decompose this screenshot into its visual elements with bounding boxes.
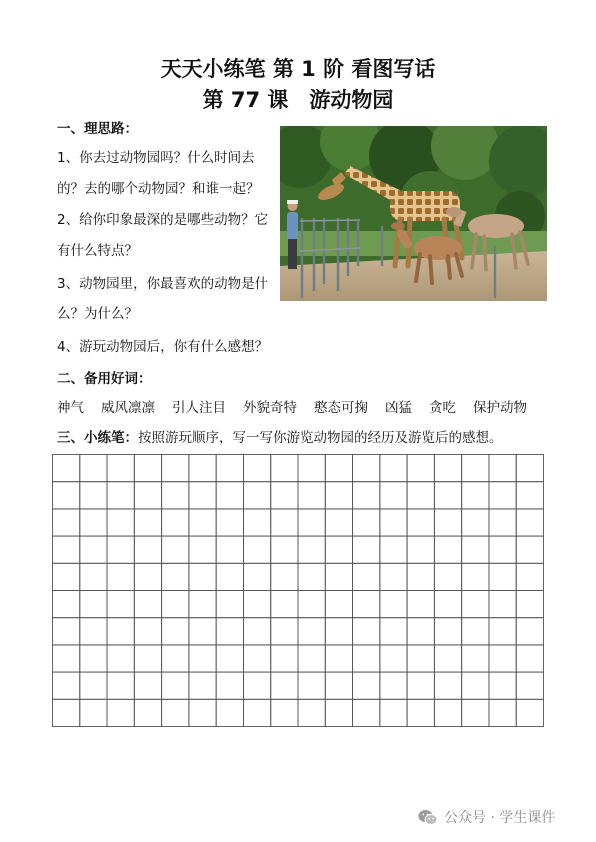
grid-cell[interactable] — [489, 672, 516, 699]
grid-cell[interactable] — [380, 645, 407, 672]
grid-cell[interactable] — [489, 591, 516, 618]
grid-cell[interactable] — [434, 699, 461, 726]
grid-cell[interactable] — [380, 509, 407, 536]
grid-cell[interactable] — [107, 482, 134, 509]
grid-cell[interactable] — [162, 618, 189, 645]
grid-cell[interactable] — [407, 591, 434, 618]
grid-cell[interactable] — [298, 536, 325, 563]
grid-cell[interactable] — [216, 455, 243, 482]
grid-cell[interactable] — [516, 455, 543, 482]
grid-cell[interactable] — [216, 699, 243, 726]
grid-cell[interactable] — [489, 699, 516, 726]
grid-cell[interactable] — [298, 618, 325, 645]
grid-cell[interactable] — [80, 455, 107, 482]
grid-cell[interactable] — [298, 509, 325, 536]
grid-cell[interactable] — [380, 536, 407, 563]
grid-cell[interactable] — [380, 563, 407, 590]
grid-cell[interactable] — [353, 699, 380, 726]
grid-cell[interactable] — [243, 672, 270, 699]
lesson-series-title: 天天小练笔 第 1 阶 看图写话 — [160, 57, 436, 81]
grid-cell[interactable] — [489, 618, 516, 645]
grid-cell[interactable] — [516, 699, 543, 726]
grid-cell[interactable] — [189, 536, 216, 563]
grid-cell[interactable] — [380, 455, 407, 482]
grid-cell[interactable] — [107, 563, 134, 590]
grid-cell[interactable] — [134, 699, 161, 726]
grid-cell[interactable] — [516, 645, 543, 672]
grid-cell[interactable] — [434, 672, 461, 699]
word-item: 神气 — [57, 400, 84, 416]
grid-cell[interactable] — [80, 482, 107, 509]
grid-cell[interactable] — [434, 509, 461, 536]
grid-cell[interactable] — [353, 591, 380, 618]
question-line: 2、给你印象最深的是哪些动物？它 — [57, 212, 269, 228]
grid-cell[interactable] — [353, 672, 380, 699]
grid-cell[interactable] — [462, 563, 489, 590]
grid-cell[interactable] — [243, 563, 270, 590]
word-item: 贪吃 — [429, 400, 456, 416]
grid-cell[interactable] — [489, 482, 516, 509]
grid-cell[interactable] — [53, 455, 80, 482]
grid-cell[interactable] — [380, 699, 407, 726]
grid-cell[interactable] — [53, 536, 80, 563]
grid-cell[interactable] — [162, 591, 189, 618]
section2-heading: 二、备用好词： — [57, 371, 152, 387]
grid-cell[interactable] — [353, 563, 380, 590]
grid-cell[interactable] — [134, 509, 161, 536]
grid-cell[interactable] — [407, 618, 434, 645]
grid-cell[interactable] — [80, 645, 107, 672]
grid-cell[interactable] — [271, 536, 298, 563]
grid-cell[interactable] — [298, 672, 325, 699]
grid-cell[interactable] — [462, 509, 489, 536]
grid-cell[interactable] — [271, 645, 298, 672]
grid-cell[interactable] — [434, 563, 461, 590]
grid-cell[interactable] — [243, 645, 270, 672]
grid-cell[interactable] — [80, 591, 107, 618]
grid-cell[interactable] — [80, 563, 107, 590]
grid-cell[interactable] — [353, 509, 380, 536]
grid-cell[interactable] — [325, 699, 352, 726]
grid-cell[interactable] — [53, 509, 80, 536]
grid-cell[interactable] — [298, 699, 325, 726]
grid-cell[interactable] — [489, 509, 516, 536]
grid-cell[interactable] — [353, 618, 380, 645]
grid-cell[interactable] — [407, 455, 434, 482]
grid-cell[interactable] — [516, 618, 543, 645]
grid-cell[interactable] — [353, 455, 380, 482]
grid-cell[interactable] — [189, 482, 216, 509]
grid-cell[interactable] — [243, 482, 270, 509]
grid-cell[interactable] — [107, 536, 134, 563]
grid-cell[interactable] — [516, 482, 543, 509]
grid-cell[interactable] — [462, 536, 489, 563]
wechat-icon — [418, 809, 438, 826]
writing-grid[interactable] — [52, 454, 544, 727]
grid-cell[interactable] — [189, 563, 216, 590]
grid-cell[interactable] — [462, 455, 489, 482]
grid-cell[interactable] — [271, 672, 298, 699]
grid-cell[interactable] — [107, 455, 134, 482]
grid-cell[interactable] — [216, 509, 243, 536]
grid-cell[interactable] — [434, 482, 461, 509]
grid-cell[interactable] — [380, 591, 407, 618]
grid-cell[interactable] — [489, 455, 516, 482]
grid-cell[interactable] — [216, 563, 243, 590]
grid-cell[interactable] — [325, 591, 352, 618]
grid-cell[interactable] — [271, 482, 298, 509]
grid-cell[interactable] — [189, 672, 216, 699]
word-item: 憨态可掬 — [314, 400, 368, 416]
grid-cell[interactable] — [189, 509, 216, 536]
grid-cell[interactable] — [80, 618, 107, 645]
grid-cell[interactable] — [462, 618, 489, 645]
grid-cell[interactable] — [325, 482, 352, 509]
grid-cell[interactable] — [434, 536, 461, 563]
grid-cell[interactable] — [325, 509, 352, 536]
grid-cell[interactable] — [216, 618, 243, 645]
section3-heading: 三、小练笔： — [57, 430, 138, 446]
grid-cell[interactable] — [298, 482, 325, 509]
grid-cell[interactable] — [271, 563, 298, 590]
grid-cell[interactable] — [162, 672, 189, 699]
grid-cell[interactable] — [107, 618, 134, 645]
grid-cell[interactable] — [298, 591, 325, 618]
grid-cell[interactable] — [353, 536, 380, 563]
grid-cell[interactable] — [516, 536, 543, 563]
word-item: 保护动物 — [473, 400, 527, 416]
word-item: 威风凛凛 — [101, 400, 155, 416]
grid-cell[interactable] — [134, 672, 161, 699]
grid-cell[interactable] — [380, 618, 407, 645]
grid-cell[interactable] — [243, 536, 270, 563]
grid-cell[interactable] — [243, 509, 270, 536]
grid-cell[interactable] — [53, 699, 80, 726]
grid-cell[interactable] — [53, 482, 80, 509]
word-bank — [57, 399, 527, 417]
grid-cell[interactable] — [189, 455, 216, 482]
grid-cell[interactable] — [298, 563, 325, 590]
grid-cell[interactable] — [434, 645, 461, 672]
grid-cell[interactable] — [380, 482, 407, 509]
grid-cell[interactable] — [53, 591, 80, 618]
grid-cell[interactable] — [216, 482, 243, 509]
grid-cell[interactable] — [107, 699, 134, 726]
grid-cell[interactable] — [134, 618, 161, 645]
grid-cell[interactable] — [462, 482, 489, 509]
footer-watermark — [418, 807, 555, 827]
grid-cell[interactable] — [271, 699, 298, 726]
grid-cell[interactable] — [271, 509, 298, 536]
grid-cell[interactable] — [162, 645, 189, 672]
grid-cell[interactable] — [325, 563, 352, 590]
grid-cell[interactable] — [434, 455, 461, 482]
grid-cell[interactable] — [353, 645, 380, 672]
grid-cell[interactable] — [162, 455, 189, 482]
grid-cell[interactable] — [162, 563, 189, 590]
grid-cell[interactable] — [380, 672, 407, 699]
grid-cell[interactable] — [516, 591, 543, 618]
word-item: 外貌奇特 — [243, 400, 297, 416]
grid-cell[interactable] — [407, 645, 434, 672]
grid-cell[interactable] — [407, 482, 434, 509]
grid-cell[interactable] — [216, 591, 243, 618]
grid-cell[interactable] — [216, 672, 243, 699]
section1-heading: 一、理思路： — [57, 121, 138, 137]
grid-cell[interactable] — [325, 455, 352, 482]
question-line: 有什么特点？ — [57, 243, 138, 259]
grid-cell[interactable] — [407, 536, 434, 563]
word-item: 引人注目 — [172, 400, 226, 416]
grid-cell[interactable] — [462, 591, 489, 618]
grid-cell[interactable] — [134, 591, 161, 618]
writing-task — [57, 429, 503, 447]
grid-cell[interactable] — [271, 455, 298, 482]
grid-cell[interactable] — [407, 699, 434, 726]
grid-cell[interactable] — [134, 645, 161, 672]
word-item: 凶猛 — [385, 400, 412, 416]
grid-cell[interactable] — [516, 509, 543, 536]
grid-cell[interactable] — [243, 455, 270, 482]
question-line: 4、游玩动物园后，你有什么感想？ — [57, 339, 269, 355]
grid-cell[interactable] — [489, 536, 516, 563]
grid-cell[interactable] — [243, 591, 270, 618]
question-line: 1、你去过动物园吗？什么时间去 — [57, 150, 255, 166]
grid-cell[interactable] — [271, 618, 298, 645]
grid-cell[interactable] — [107, 591, 134, 618]
grid-cell[interactable] — [243, 699, 270, 726]
grid-cell[interactable] — [325, 618, 352, 645]
grid-cell[interactable] — [243, 618, 270, 645]
grid-cell[interactable] — [53, 563, 80, 590]
grid-cell[interactable] — [462, 645, 489, 672]
grid-cell[interactable] — [107, 672, 134, 699]
grid-cell[interactable] — [80, 699, 107, 726]
grid-cell[interactable] — [134, 482, 161, 509]
question-line: 么？为什么？ — [57, 306, 138, 322]
writing-instruction: 按照游玩顺序，写一写你游览动物园的经历及游览后的感想。 — [138, 430, 503, 446]
grid-cell[interactable] — [216, 536, 243, 563]
grid-cell[interactable] — [189, 699, 216, 726]
grid-cell[interactable] — [189, 618, 216, 645]
grid-cell[interactable] — [53, 645, 80, 672]
grid-cell[interactable] — [189, 645, 216, 672]
grid-cell[interactable] — [53, 618, 80, 645]
grid-cell[interactable] — [489, 645, 516, 672]
grid-cell[interactable] — [216, 645, 243, 672]
grid-cell[interactable] — [80, 509, 107, 536]
grid-cell[interactable] — [489, 563, 516, 590]
grid-cell[interactable] — [325, 536, 352, 563]
grid-cell[interactable] — [271, 591, 298, 618]
question-line: 3、动物园里，你最喜欢的动物是什 — [57, 276, 269, 292]
grid-cell[interactable] — [189, 591, 216, 618]
grid-cell[interactable] — [107, 509, 134, 536]
grid-cell[interactable] — [407, 509, 434, 536]
grid-cell[interactable] — [134, 536, 161, 563]
grid-cell[interactable] — [434, 618, 461, 645]
lesson-title: 第 77 课 游动物园 — [202, 88, 394, 112]
grid-cell[interactable] — [298, 645, 325, 672]
grid-cell[interactable] — [434, 591, 461, 618]
grid-cell[interactable] — [407, 563, 434, 590]
grid-cell[interactable] — [107, 645, 134, 672]
grid-cell[interactable] — [516, 563, 543, 590]
grid-cell[interactable] — [298, 455, 325, 482]
grid-cell[interactable] — [80, 536, 107, 563]
grid-cell[interactable] — [162, 699, 189, 726]
zoo-photo — [280, 126, 547, 301]
grid-cell[interactable] — [325, 672, 352, 699]
grid-cell[interactable] — [134, 455, 161, 482]
grid-cell[interactable] — [53, 672, 80, 699]
grid-cell[interactable] — [407, 672, 434, 699]
grid-cell[interactable] — [353, 482, 380, 509]
grid-cell[interactable] — [162, 509, 189, 536]
question-line: 的？去的哪个动物园？和谁一起？ — [57, 181, 260, 197]
grid-cell[interactable] — [462, 672, 489, 699]
grid-cell[interactable] — [325, 645, 352, 672]
grid-cell[interactable] — [80, 672, 107, 699]
footer-text: 公众号 · 学生课件 — [444, 810, 556, 826]
grid-cell[interactable] — [462, 699, 489, 726]
grid-cell[interactable] — [162, 536, 189, 563]
grid-cell[interactable] — [162, 482, 189, 509]
grid-cell[interactable] — [134, 563, 161, 590]
grid-cell[interactable] — [516, 672, 543, 699]
